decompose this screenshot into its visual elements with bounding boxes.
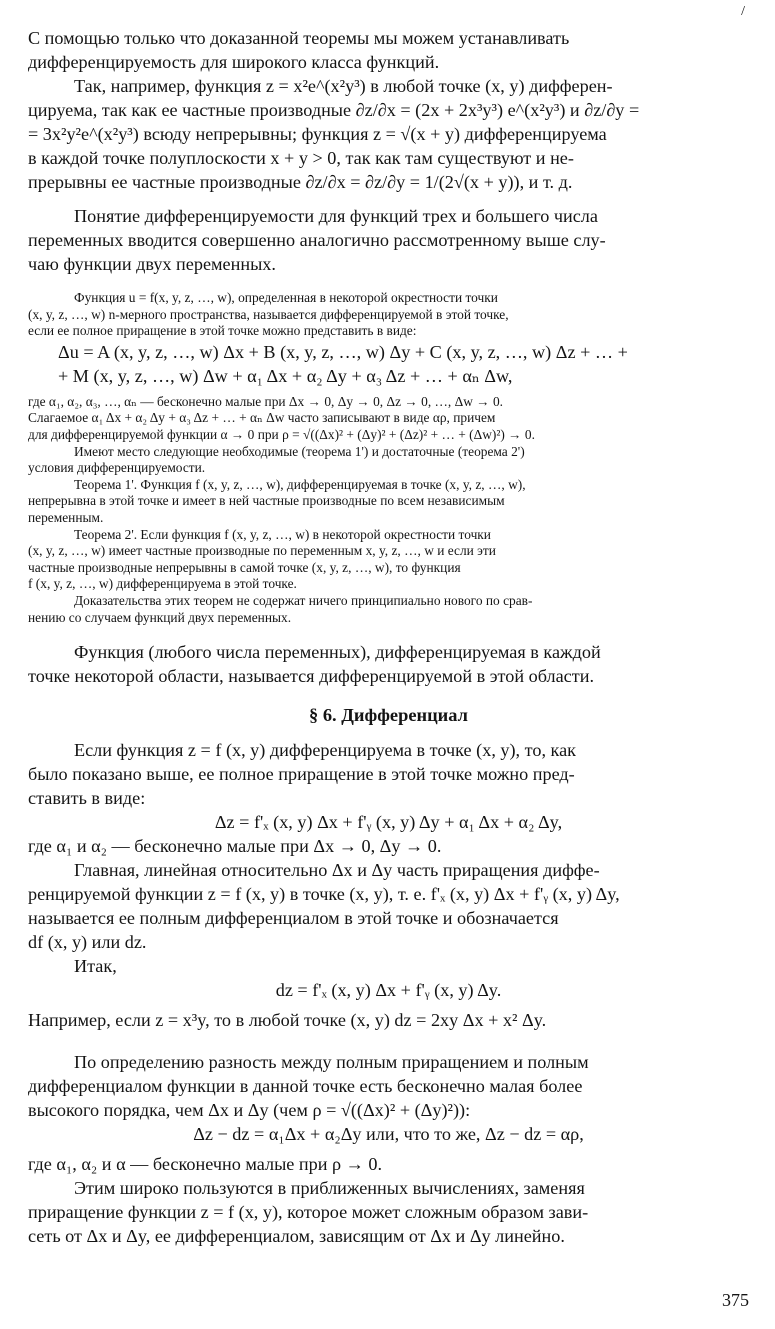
paragraph-p4 (28, 640, 749, 688)
text-line: (x, y, z, …, w) n-мерного пространства, называется дифференцируемой в этой точке, (28, 306, 509, 322)
text-line: Слагаемое α₁ Δx + α₂ Δy + α₃ Δz + … + αₙ Δw часто записывают в виде αρ, причем (28, 410, 496, 426)
formula-e2 (28, 810, 749, 834)
paragraph-p3 (28, 204, 749, 276)
formula-e4 (28, 1122, 749, 1146)
text-line: Функция u = f(x, y, z, …, w), определенная в некоторой окрестности точки (74, 290, 498, 305)
text-line: переменным. (28, 509, 104, 525)
paragraph-s3 (28, 444, 749, 477)
formula-e3 (28, 978, 749, 1002)
text-line: Δu = A (x, y, z, …, w) Δx + B (x, y, z, …, w) Δy + C (x, y, z, …, w) Δz + … + (58, 341, 628, 362)
text-line: дифференциалом функции в данной точке есть бесконечно малая более (28, 1076, 583, 1097)
paragraph-s6 (28, 593, 749, 626)
text-line: точке некоторой области, называется дифференцируемой в этой области. (28, 666, 594, 687)
text-line: df (x, y) или dz. (28, 932, 147, 953)
text-line: непрерывна в этой точке и имеет в ней частные производные по всем независимым (28, 493, 505, 509)
text-line: Так, например, функция z = x²e^(x²y³) в любой точке (x, y) дифферен- (74, 76, 613, 96)
paragraph-p8 (28, 954, 749, 978)
text-line: Например, если z = x³y, то в любой точке (x, y) dz = 2xy Δx + x² Δy. (28, 1010, 547, 1031)
paragraph-p7 (28, 858, 749, 954)
text-line: С помощью только что доказанной теоремы мы можем устанавливать (28, 28, 570, 48)
text-line: Теорема 1'. Функция f (x, y, z, …, w), дифференцируемая в точке (x, y, z, …, w), (74, 476, 526, 492)
paragraph-s5 (28, 527, 749, 593)
text-line: dz = f'ₓ (x, y) Δx + f'ᵧ (x, y) Δy. (275, 980, 502, 1001)
text-line: § 6. Дифференциал (309, 705, 468, 726)
text-line: называется ее полным дифференциалом в этой точке и обозначается (28, 908, 559, 929)
spacer (28, 194, 749, 204)
text-line: приращение функции z = f (x, y), которое может сложным образом зави- (28, 1202, 589, 1223)
text-line: По определению разность между полным приращением и полным (74, 1052, 589, 1073)
text-line: f (x, y, z, …, w) дифференцируема в этой точке. (28, 576, 297, 592)
paragraph-p6 (28, 834, 749, 858)
paragraph-p11 (28, 1152, 749, 1176)
text-line: прерывны ее частные производные ∂z/∂x = ∂z/∂y = 1/(2√(x + y)), и т. д. (28, 172, 573, 192)
text-line: чаю функции двух переменных. (28, 254, 276, 274)
text-line: условия дифференцируемости. (28, 460, 206, 476)
paragraph-p2 (28, 74, 749, 194)
text-line: ставить в виде: (28, 788, 146, 809)
text-line: Δz − dz = α₁Δx + α₂Δy или, что то же, Δz − dz = αρ, (193, 1124, 584, 1145)
text-line: ренцируемой функции z = f (x, y) в точке (x, y), т. е. f'ₓ (x, y) Δx + f'ᵧ (x, y) Δy, (28, 884, 620, 905)
text-line: было показано выше, ее полное приращение в этой точке можно пред- (28, 764, 575, 785)
spacer (28, 276, 749, 290)
text-line: Если функция z = f (x, y) дифференцируема в точке (x, y), то, как (74, 740, 577, 761)
text-line: где α₁, α₂ и α — бесконечно малые при ρ → 0. (28, 1154, 383, 1175)
spacer (28, 688, 749, 702)
text-line: где α₁, α₂, α₃, …, αₙ — бесконечно малые при Δx → 0, Δy → 0, Δz → 0, …, Δw → 0. (28, 393, 504, 409)
paragraph-p5 (28, 738, 749, 810)
text-line: нению со случаем функций двух переменных. (28, 609, 292, 625)
page-number: 375 (722, 1290, 749, 1310)
section-heading-h1 (28, 702, 749, 728)
formula-e1 (28, 340, 749, 388)
text-line: дифференцируемость для широкого класса функций. (28, 52, 440, 72)
text-line: частные производные непрерывны в самой точке (x, y, z, …, w), то функция (28, 559, 461, 575)
paragraph-s4 (28, 477, 749, 527)
text-line: цируема, так как ее частные производные ∂z/∂x = (2x + 2x³y³) e^(x²y³) и ∂z/∂y = (28, 100, 640, 120)
text-line: для дифференцируемой функции α → 0 при ρ = √((Δx)² + (Δy)² + (Δz)² + … + (Δw)²) → 0. (28, 426, 535, 442)
text-line: Функция (любого числа переменных), дифференцируемая в каждой (74, 642, 601, 663)
paragraph-s2 (28, 394, 749, 444)
corner-mark: / (741, 4, 745, 19)
text-line: если ее полное приращение в этой точке можно представить в виде: (28, 323, 417, 339)
page-content (28, 26, 749, 1248)
text-line: Имеют место следующие необходимые (теорема 1') и достаточные (теорема 2') (74, 443, 525, 459)
text-line: Доказательства этих теорем не содержат ничего принципиально нового по срав- (74, 592, 533, 608)
text-line: в каждой точке полуплоскости x + y > 0, так как там существуют и не- (28, 148, 574, 168)
paragraph-s1 (28, 290, 749, 340)
spacer (28, 626, 749, 640)
spacer (28, 1032, 749, 1050)
text-line: высокого порядка, чем Δx и Δy (чем ρ = √((Δx)² + (Δy)²)): (28, 1100, 471, 1121)
text-line: переменных вводится совершенно аналогично рассмотренному выше слу- (28, 230, 606, 250)
text-line: = 3x²y²e^(x²y³) всюду непрерывны; функция z = √(x + y) дифференцируема (28, 124, 607, 144)
text-line: Этим широко пользуются в приближенных вычислениях, заменяя (74, 1178, 585, 1199)
text-line: + M (x, y, z, …, w) Δw + α₁ Δx + α₂ Δy + α₃ Δz + … + αₙ Δw, (58, 365, 513, 386)
paragraph-p9 (28, 1008, 749, 1032)
text-line: Итак, (74, 956, 117, 977)
paragraph-p10 (28, 1050, 749, 1122)
text-line: сеть от Δx и Δy, ее дифференциалом, зависящим от Δx и Δy линейно. (28, 1226, 565, 1247)
text-line: где α₁ и α₂ — бесконечно малые при Δx → 0, Δy → 0. (28, 836, 442, 857)
text-line: Теорема 2'. Если функция f (x, y, z, …, w) в некоторой окрестности точки (74, 526, 491, 542)
text-line: Главная, линейная относительно Δx и Δy часть приращения диффе- (74, 860, 600, 881)
spacer (28, 728, 749, 738)
paragraph-p1 (28, 26, 749, 74)
text-line: Понятие дифференцируемости для функций трех и большего числа (74, 206, 598, 226)
text-line: Δz = f'ₓ (x, y) Δx + f'ᵧ (x, y) Δy + α₁ Δx + α₂ Δy, (214, 812, 563, 833)
paragraph-p12 (28, 1176, 749, 1248)
text-line: (x, y, z, …, w) имеет частные производные по переменным x, y, z, …, w и если эти (28, 543, 496, 559)
